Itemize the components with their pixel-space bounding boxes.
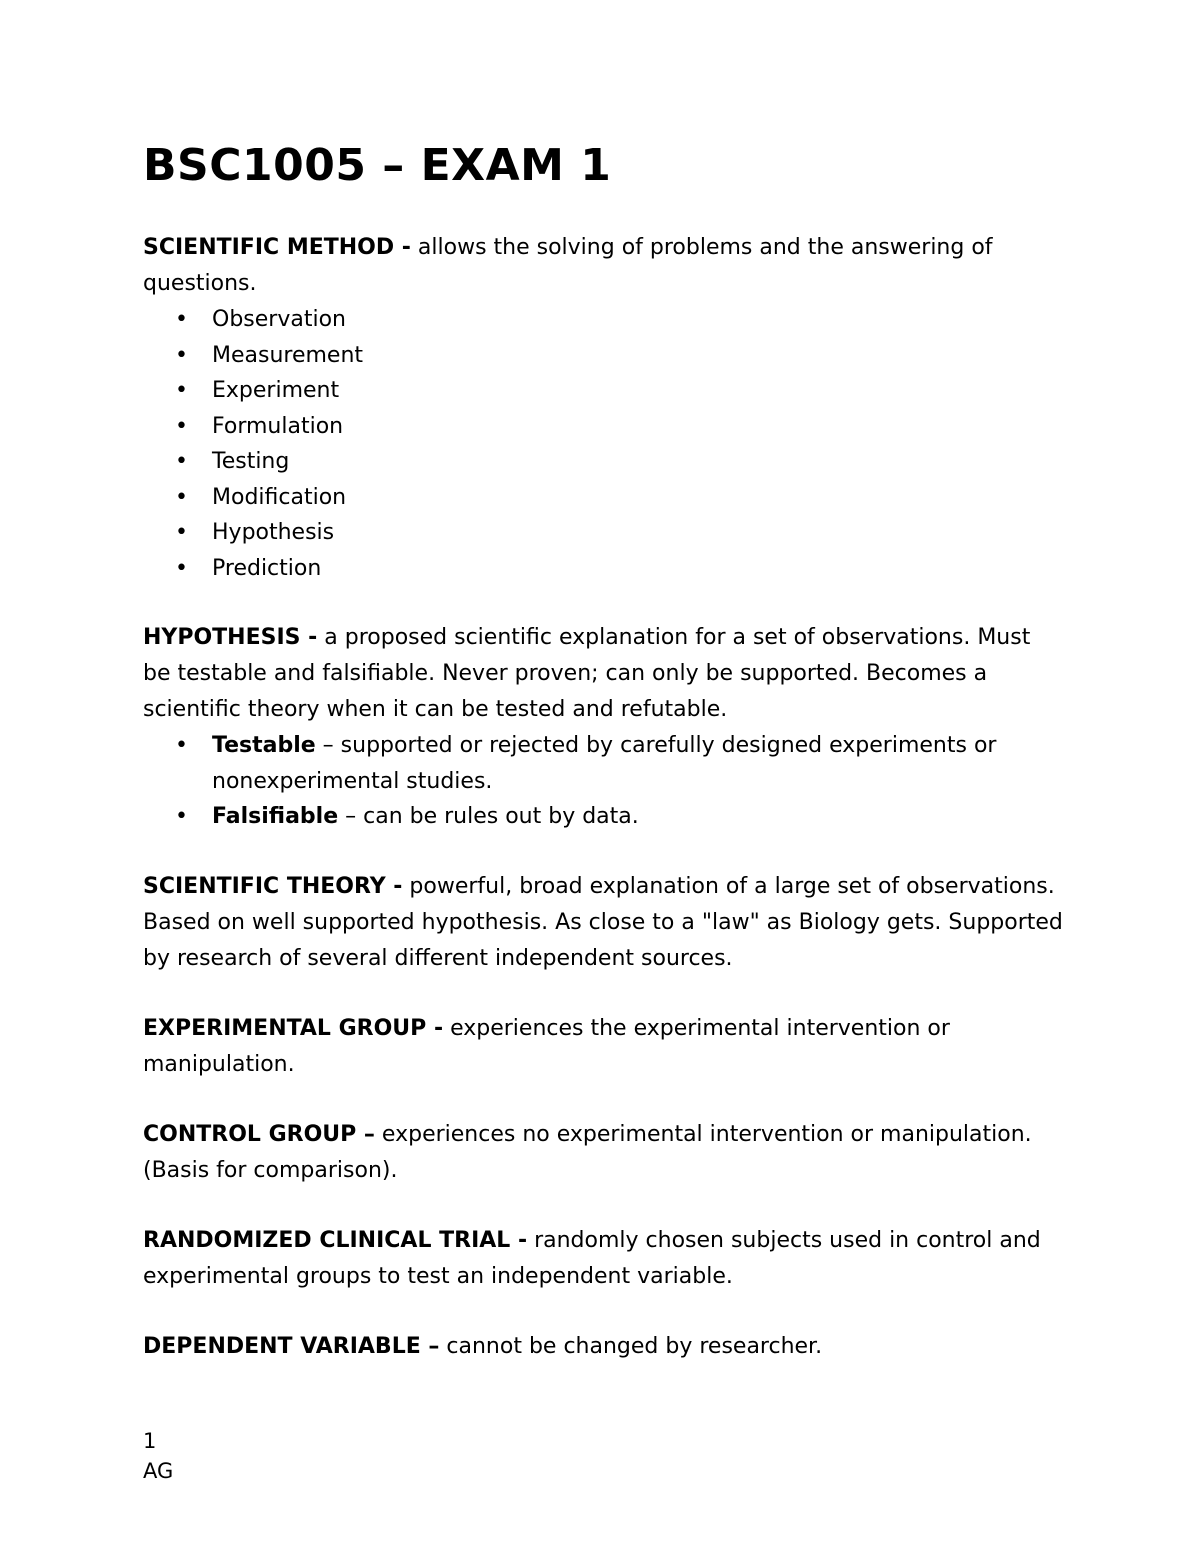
document-page	[143, 138, 1063, 1399]
section-experimental-group	[143, 1011, 1063, 1083]
term-label: Testable	[212, 733, 316, 758]
section-randomized-clinical-trial	[143, 1223, 1063, 1295]
list-item: • Measurement	[143, 338, 1063, 374]
term-label: Falsifiable	[212, 804, 339, 829]
definition-text: powerful, broad explanation of a large set of observations. Based on well supported hypothesis. As close to a "law" as Biology gets. Supported by research of several different independent sources.	[143, 873, 1063, 971]
bullet-icon: •	[175, 342, 188, 368]
definition-text: randomly chosen subjects used in control and experimental groups to test an independent variable.	[143, 1227, 1041, 1289]
definition-text: cannot be changed by researcher.	[439, 1333, 823, 1359]
section-control-group	[143, 1117, 1063, 1189]
definition-experimental-group	[143, 1011, 1063, 1083]
list-item: • Testing	[143, 444, 1063, 480]
bullet-icon: •	[175, 378, 188, 403]
section-dependent-variable	[143, 1329, 1063, 1365]
bullet-icon: •	[175, 804, 188, 829]
definition-text: a proposed scientific explanation for a set of observations. Must be testable and falsifiable. Never proven; can only be supported. Becomes a scientific theory when it can be tested and refutable.	[143, 625, 1031, 722]
bullet-icon: •	[175, 733, 188, 758]
definition-text: experiences the experimental intervention or manipulation.	[143, 1015, 950, 1077]
bullet-icon: •	[175, 413, 188, 439]
definition-dependent-variable	[143, 1329, 1063, 1365]
bullet-icon: •	[175, 520, 188, 545]
definition-scientific-theory	[143, 869, 1063, 977]
author-initials: AG	[143, 1459, 174, 1483]
list-item: • Observation	[143, 302, 1063, 338]
bullet-icon: •	[175, 307, 188, 332]
bullet-icon: •	[175, 484, 188, 510]
list-item: • Experiment	[143, 373, 1063, 409]
list-item: • Prediction	[143, 551, 1063, 587]
list-item: • Testable – supported or rejected by carefully designed experiments or nonexperimental studies.	[143, 728, 1063, 799]
term-label: CONTROL GROUP –	[143, 1121, 375, 1147]
section-scientific-theory	[143, 869, 1063, 977]
list-item: • Modification	[143, 480, 1063, 516]
scientific-method-steps	[143, 302, 1063, 586]
list-item: • Falsifiable – can be rules out by data.	[143, 799, 1063, 835]
section-scientific-method	[143, 230, 1063, 586]
definition-scientific-method	[143, 230, 1063, 302]
term-label: DEPENDENT VARIABLE –	[143, 1333, 440, 1359]
page-title: BSC1005 – EXAM 1	[143, 140, 612, 191]
definition-hypothesis	[143, 620, 1063, 728]
term-label: EXPERIMENTAL GROUP -	[143, 1015, 444, 1041]
term-label: SCIENTIFIC THEORY -	[143, 873, 403, 899]
page-footer	[143, 1426, 173, 1486]
term-label: RANDOMIZED CLINICAL TRIAL -	[143, 1227, 528, 1253]
hypothesis-criteria	[143, 728, 1063, 835]
list-item: • Hypothesis	[143, 515, 1063, 551]
term-label: SCIENTIFIC METHOD -	[143, 235, 411, 260]
term-label: HYPOTHESIS -	[143, 625, 318, 650]
bullet-icon: •	[175, 449, 188, 474]
bullet-icon: •	[175, 555, 188, 581]
definition-text: allows the solving of problems and the answering of questions.	[143, 235, 993, 296]
page-number: 1	[143, 1429, 157, 1453]
definition-text: experiences no experimental intervention or manipulation. (Basis for comparison).	[143, 1121, 1032, 1183]
definition-control-group	[143, 1117, 1063, 1189]
definition-randomized-clinical-trial	[143, 1223, 1063, 1295]
list-item: • Formulation	[143, 409, 1063, 445]
section-hypothesis	[143, 620, 1063, 835]
